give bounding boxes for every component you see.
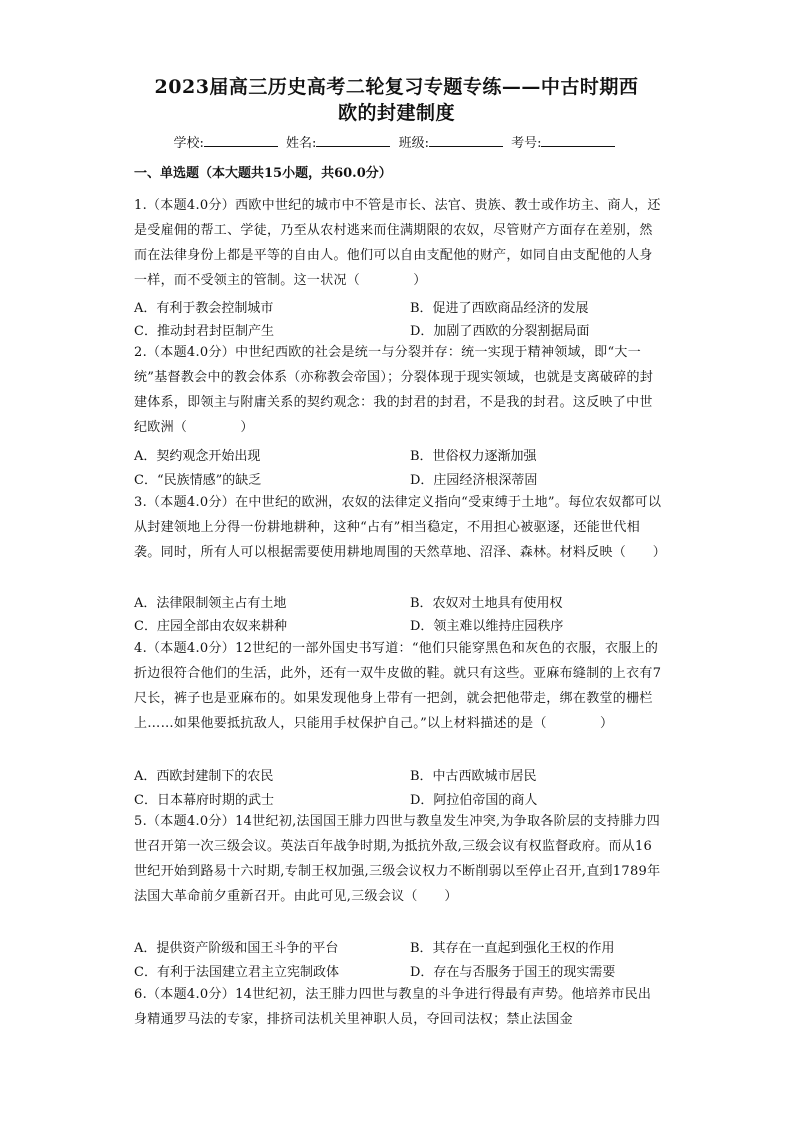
question-4-option-c[interactable]: C．日本幕府时期的武士 [134,793,274,808]
document-title-line-2: 欧的封建制度 [337,102,455,124]
student-info-row [0,132,793,151]
question-3-option-a[interactable]: A．法律限制领主占有土地 [134,596,287,611]
exam-number-label: 考号: [511,136,542,151]
class-blank[interactable] [429,134,503,147]
question-4-option-b[interactable]: B．中古西欧城市居民 [410,769,537,784]
name-label: 姓名: [286,136,317,151]
question-5-stem: 5.（本题4.0分）14世纪初,法国国王腓力四世与教皇发生冲突,为争取各阶层的支持腓力四世召开第一次三级会议。英法百年战争时期,为抵抗外敌,三级会议有权监督政府。而从16世纪开始到路易十六时期,专制王权加强,三级会议权力不断削弱以至停止召开,直到1789年法国大革命前夕重新召开。由此可见,三级会议（ ） [134,814,661,904]
question-5-option-a[interactable]: A．提供资产阶级和国王斗争的平台 [134,941,339,956]
question-2-option-d[interactable]: D．庄园经济根深蒂固 [410,473,538,488]
question-4-option-d[interactable]: D．阿拉伯帝国的商人 [410,793,538,808]
question-3-option-c[interactable]: C．庄园全部由农奴来耕种 [134,619,287,634]
exam-number-blank[interactable] [541,134,615,147]
question-2-option-c[interactable]: C．“民族情感”的缺乏 [134,473,262,488]
question-1-stem: 1.（本题4.0分）西欧中世纪的城市中不管是市长、法官、贵族、教士或作坊主、商人，还是受雇佣的帮工、学徒，乃至从农村逃来而住满期限的农奴，尽管财产方面存在差别，然而在法律身份上都是平等的自由人。他们可以自由支配他的财产，如同自由支配他的人身一样，而不受领主的管制。这一状况（ ） [134,198,661,288]
question-2-option-a[interactable]: A．契约观念开始出现 [134,449,261,464]
question-1-option-b[interactable]: B．促进了西欧商品经济的发展 [410,301,589,316]
question-5-option-c[interactable]: C．有利于法国建立君主立宪制政体 [134,965,339,980]
school-label: 学校: [173,136,204,151]
document-title-line-1: 2023届高三历史高考二轮复习专题专练——中古时期西 [154,76,639,98]
question-3-stem: 3.（本题4.0分）在中世纪的欧洲，农奴的法律定义指向“受束缚于土地”。每位农奴都可以从封建领地上分得一份耕地耕种，这种“占有”相当稳定，不用担心被驱逐，还能世代相袭。同时，所有人可以根据需要使用耕地周围的天然草地、沼泽、森林。材料反映（ ） [134,495,667,560]
name-blank[interactable] [316,134,390,147]
question-2-stem: 2.（本题4.0分）中世纪西欧的社会是统一与分裂并存：统一实现于精神领域，即“大一统”基督教会中的教会体系（亦称教会帝国）；分裂体现于现实领域，也就是支离破碎的封建体系，即领主与附庸关系的契约观念：我的封君的封君，不是我的封君。这反映了中世纪欧洲（ ） [134,345,654,435]
question-1-option-d[interactable]: D．加剧了西欧的分裂割据局面 [410,324,590,339]
question-5-option-b[interactable]: B．其存在一直起到强化王权的作用 [410,941,615,956]
question-1-option-a[interactable]: A．有利于教会控制城市 [134,301,274,316]
question-5-option-d[interactable]: D．存在与否服务于国王的现实需要 [410,965,616,980]
question-1-option-c[interactable]: C．推动封君封臣制产生 [134,324,274,339]
class-label: 班级: [398,136,429,151]
question-4-stem: 4.（本题4.0分）12世纪的一部外国史书写道：“他们只能穿黑色和灰色的衣服，衣服上的折边很符合他们的生活，此外，还有一双牛皮做的鞋。就只有这些。亚麻布缝制的上衣有7尺长，裤子也是亚麻布的。如果发现他身上带有一把剑，就会把他带走，绑在教堂的栅栏上……如果他要抵抗敌人，只能用手杖保护自己。”以上材料描述的是（ ） [134,641,662,731]
section-heading: 一、单选题（本大题共15小题，共60.0分） [134,166,392,181]
question-3-option-b[interactable]: B．农奴对土地具有使用权 [410,596,563,611]
question-4-option-a[interactable]: A．西欧封建制下的农民 [134,769,274,784]
school-blank[interactable] [204,134,278,147]
question-6-stem: 6.（本题4.0分）14世纪初，法王腓力四世与教皇的斗争进行得最有声势。他培养市民出身精通罗马法的专家，排挤司法机关里神职人员，夺回司法权；禁止法国金 [134,987,652,1027]
question-2-option-b[interactable]: B．世俗权力逐渐加强 [410,449,537,464]
question-3-option-d[interactable]: D．领主难以维持庄园秩序 [410,619,564,634]
